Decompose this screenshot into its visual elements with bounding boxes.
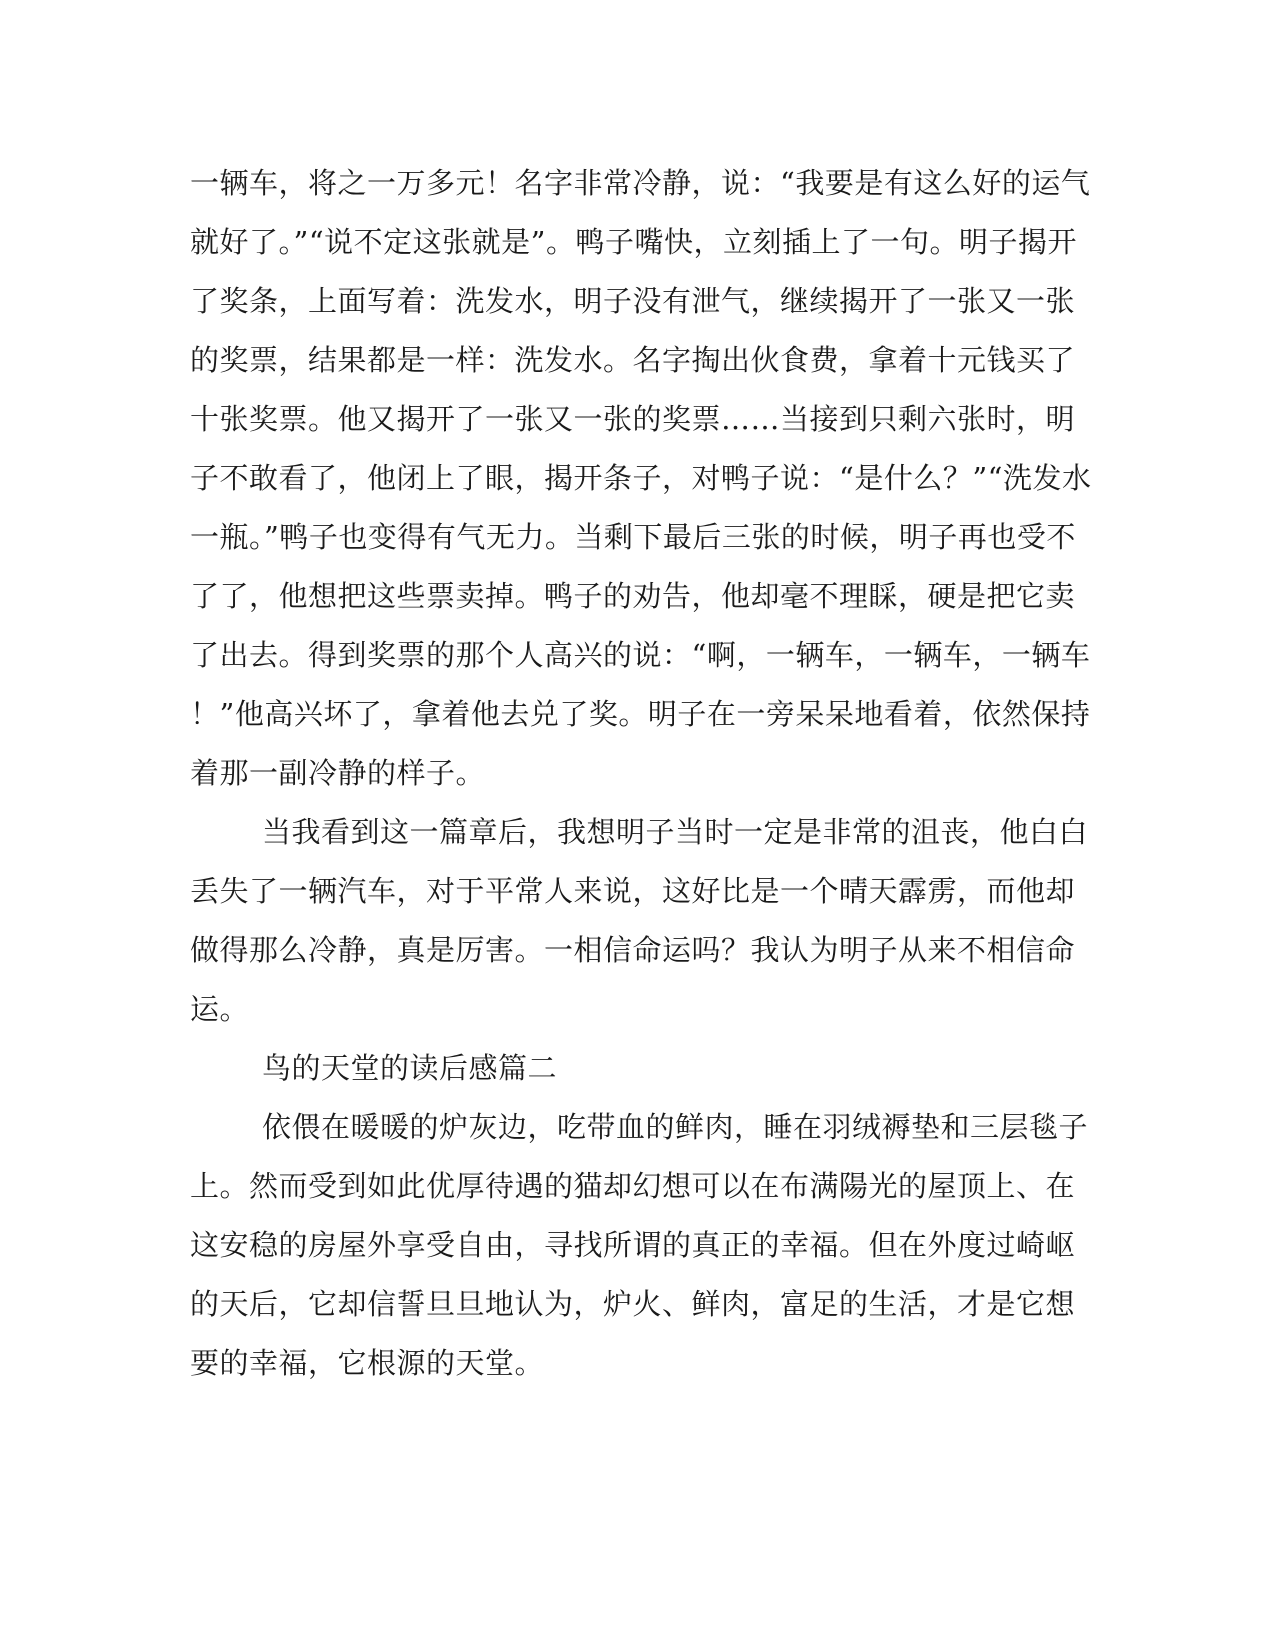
paragraph-3-line: 的天后，它却信誓旦旦地认为，炉火、鲜肉，富足的生活，才是它想 <box>190 1287 1076 1321</box>
paragraph-1-line: 的奖票，结果都是一样：洗发水。名字掏出伙食费，拿着十元钱买了 <box>190 343 1076 377</box>
paragraph-1-line: 一辆车，将之一万多元！名字非常冷静，说：“我要是有这么好的运气 <box>190 166 1091 200</box>
paragraph-3-line: 要的幸福，它根源的天堂。 <box>190 1346 545 1380</box>
paragraph-1-line: 了出去。得到奖票的那个人高兴的说：“啊，一辆车，一辆车，一辆车 <box>190 638 1091 672</box>
paragraph-1-line: ！”他高兴坏了，拿着他去兑了奖。明子在一旁呆呆地看着，依然保持 <box>190 697 1091 731</box>
section-heading: 鸟的天堂的读后感篇二 <box>262 1051 558 1085</box>
paragraph-3-line: 这安稳的房屋外享受自由，寻找所谓的真正的幸福。但在外度过崎岖 <box>190 1228 1076 1262</box>
paragraph-1-line: 一瓶。”鸭子也变得有气无力。当剩下最后三张的时候，明子再也受不 <box>190 520 1076 554</box>
paragraph-3-line: 依偎在暖暖的炉灰边，吃带血的鲜肉，睡在羽绒褥垫和三层毯子 <box>262 1110 1089 1144</box>
paragraph-2-line: 当我看到这一篇章后，我想明子当时一定是非常的沮丧，他白白 <box>262 815 1089 849</box>
paragraph-2-line: 丢失了一辆汽车，对于平常人来说，这好比是一个晴天霹雳，而他却 <box>190 874 1076 908</box>
paragraph-1-line: 就好了。”“说不定这张就是”。鸭子嘴快，立刻插上了一句。明子揭开 <box>190 225 1077 259</box>
paragraph-1-line: 子不敢看了，他闭上了眼，揭开条子，对鸭子说：“是什么？”“洗发水 <box>190 461 1092 495</box>
paragraph-1-line: 十张奖票。他又揭开了一张又一张的奖票……当接到只剩六张时，明 <box>190 402 1076 436</box>
paragraph-1-line: 了奖条，上面写着：洗发水，明子没有泄气，继续揭开了一张又一张 <box>190 284 1076 318</box>
paragraph-3-line: 上。然而受到如此优厚待遇的猫却幻想可以在布满陽光的屋顶上、在 <box>190 1169 1076 1203</box>
paragraph-2-line: 运。 <box>190 992 250 1026</box>
paragraph-2-line: 做得那么冷静，真是厉害。一相信命运吗？我认为明子从来不相信命 <box>190 933 1076 967</box>
paragraph-1-line: 着那一副冷静的样子。 <box>190 756 486 790</box>
paragraph-1-line: 了了，他想把这些票卖掉。鸭子的劝告，他却毫不理睬，硬是把它卖 <box>190 579 1076 613</box>
